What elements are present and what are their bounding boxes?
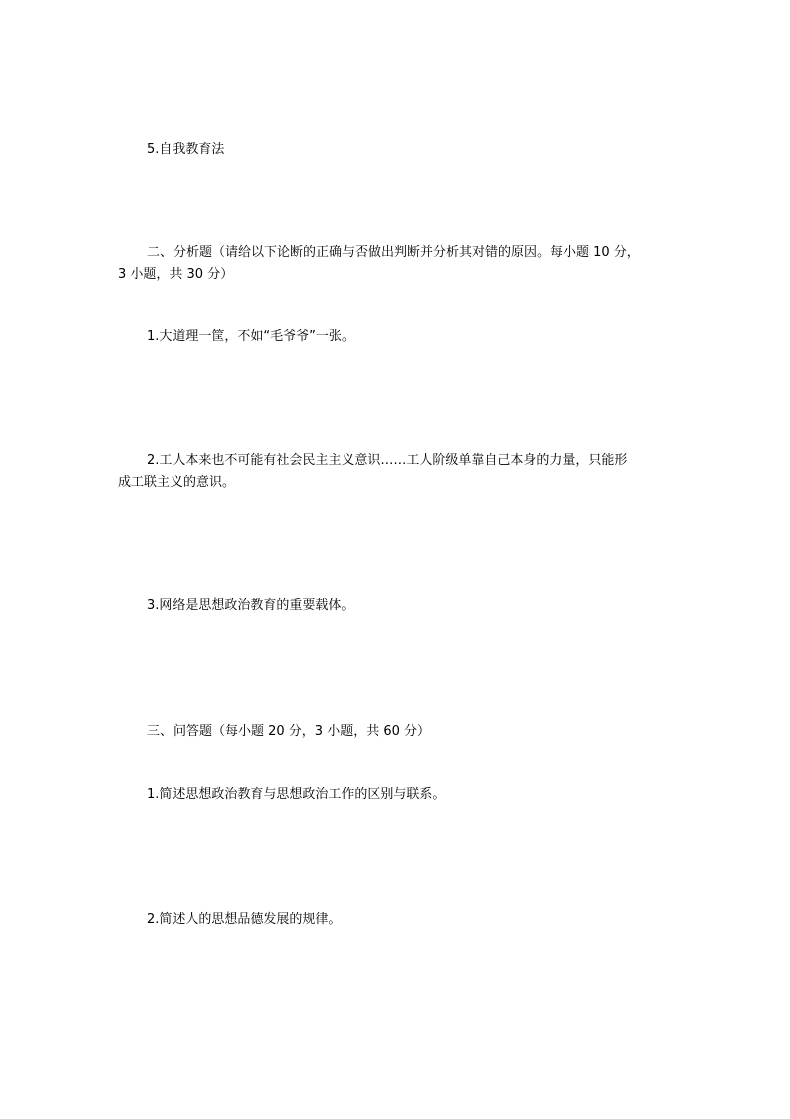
- section-3-heading: 三、问答题（每小题 20 分，3 小题，共 60 分）: [147, 724, 431, 739]
- section-2-question-2: 2.工人本来也不可能有社会民主主义意识……工人阶级单靠自己本身的力量，只能形: [147, 453, 628, 468]
- item-5-text: 5.自我教育法: [147, 142, 225, 157]
- section-2-question-2-cont: 成工联主义的意识。: [118, 475, 236, 490]
- section-2-question-3: 3.网络是思想政治教育的重要载体。: [147, 598, 355, 613]
- section-3-question-1: 1.简述思想政治教育与思想政治工作的区别与联系。: [147, 787, 446, 802]
- section-3-question-2: 2.简述人的思想品德发展的规律。: [147, 912, 342, 927]
- section-2-question-1: 1.大道理一筐，不如“毛爷爷”一张。: [147, 329, 355, 344]
- section-2-heading-cont: 3 小题，共 30 分）: [118, 267, 234, 282]
- section-2-heading: 二、分析题（请给以下论断的正确与否做出判断并分析其对错的原因。每小题 10 分，: [147, 245, 640, 260]
